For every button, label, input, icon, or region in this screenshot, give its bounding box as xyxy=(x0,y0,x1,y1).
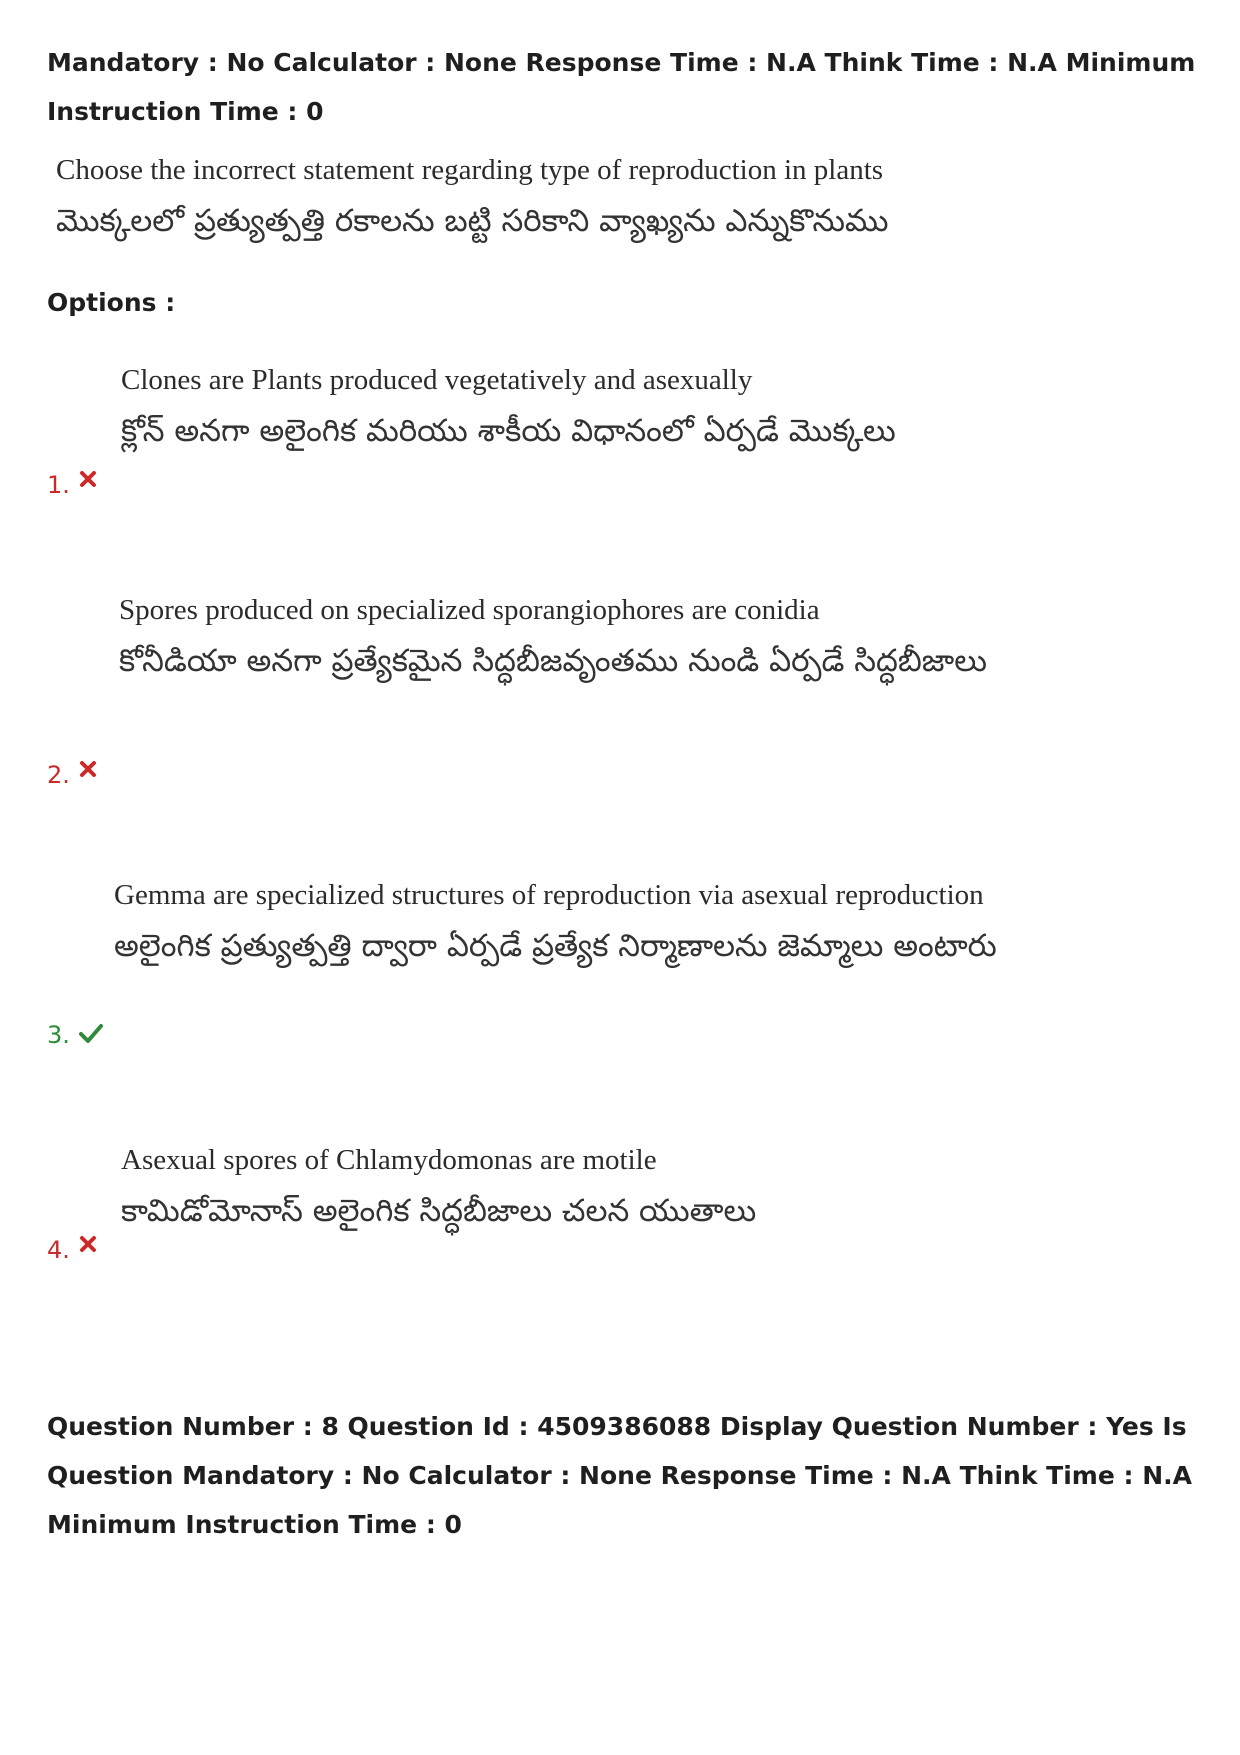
option-2-text-english: Spores produced on specialized sporangiophores are conidia xyxy=(119,594,820,626)
cross-icon xyxy=(78,759,98,779)
option-2-text xyxy=(119,590,1019,692)
options-label: Options : xyxy=(47,288,176,317)
option-3-number: 3. xyxy=(47,1021,70,1049)
option-1-text-telugu: క్లోన్ అనగా అలైంగిక మరియు శాకీయ విధానంలో ఏర్పడే మొక్కలు xyxy=(121,413,896,449)
option-2-text-telugu: కోనీడియా అనగా ప్రత్యేకమైన సిద్ధబీజవృంతము నుండి ఏర్పడే సిద్ధబీజాలు xyxy=(119,643,987,679)
check-icon xyxy=(78,1022,104,1044)
option-2-number: 2. xyxy=(47,761,70,789)
question-meta-header: Mandatory : No Calculator : None Response Time : N.A Think Time : N.A Minimum Instruction Time : 0 xyxy=(47,48,1196,126)
option-1-text xyxy=(121,360,1021,462)
option-1-number: 1. xyxy=(47,471,70,499)
option-4-text xyxy=(121,1140,1021,1242)
option-3-text-telugu: అలైంగిక ప్రత్యుత్పత్తి ద్వారా ఏర్పడే ప్రత్యేక నిర్మాణాలను జెమ్మాలు అంటారు xyxy=(114,928,997,964)
option-1-text-english: Clones are Plants produced vegetatively and asexually xyxy=(121,364,753,396)
option-4-text-english: Asexual spores of Chlamydomonas are motile xyxy=(121,1144,657,1176)
option-3-text xyxy=(114,875,1014,977)
question-text-telugu: మొక్కలలో ప్రత్యుత్పత్తి రకాలను బట్టి సరికాని వ్యాఖ్యను ఎన్నుకొనుము xyxy=(56,203,889,239)
option-1-marker xyxy=(47,470,98,500)
option-2-marker xyxy=(47,760,98,790)
question-text-english: Choose the incorrect statement regarding type of reproduction in plants xyxy=(56,154,884,186)
question-text-image xyxy=(56,150,1156,252)
cross-icon xyxy=(78,469,98,489)
cross-icon xyxy=(78,1234,98,1254)
option-3-marker xyxy=(47,1020,104,1050)
option-4-text-telugu: కామిడోమోనాస్ అలైంగిక సిద్ధబీజాలు చలన యుతాలు xyxy=(121,1193,757,1229)
next-question-meta: Question Number : 8 Question Id : 4509386088 Display Question Number : Yes Is Question Mandatory : No Calculator : None Response Time : N.A Think Time : N.A Minimum Instruction Time : 0 xyxy=(47,1412,1192,1539)
option-4-number: 4. xyxy=(47,1236,70,1264)
option-4-marker xyxy=(47,1235,98,1265)
option-3-text-english: Gemma are specialized structures of reproduction via asexual reproduction xyxy=(114,879,984,911)
